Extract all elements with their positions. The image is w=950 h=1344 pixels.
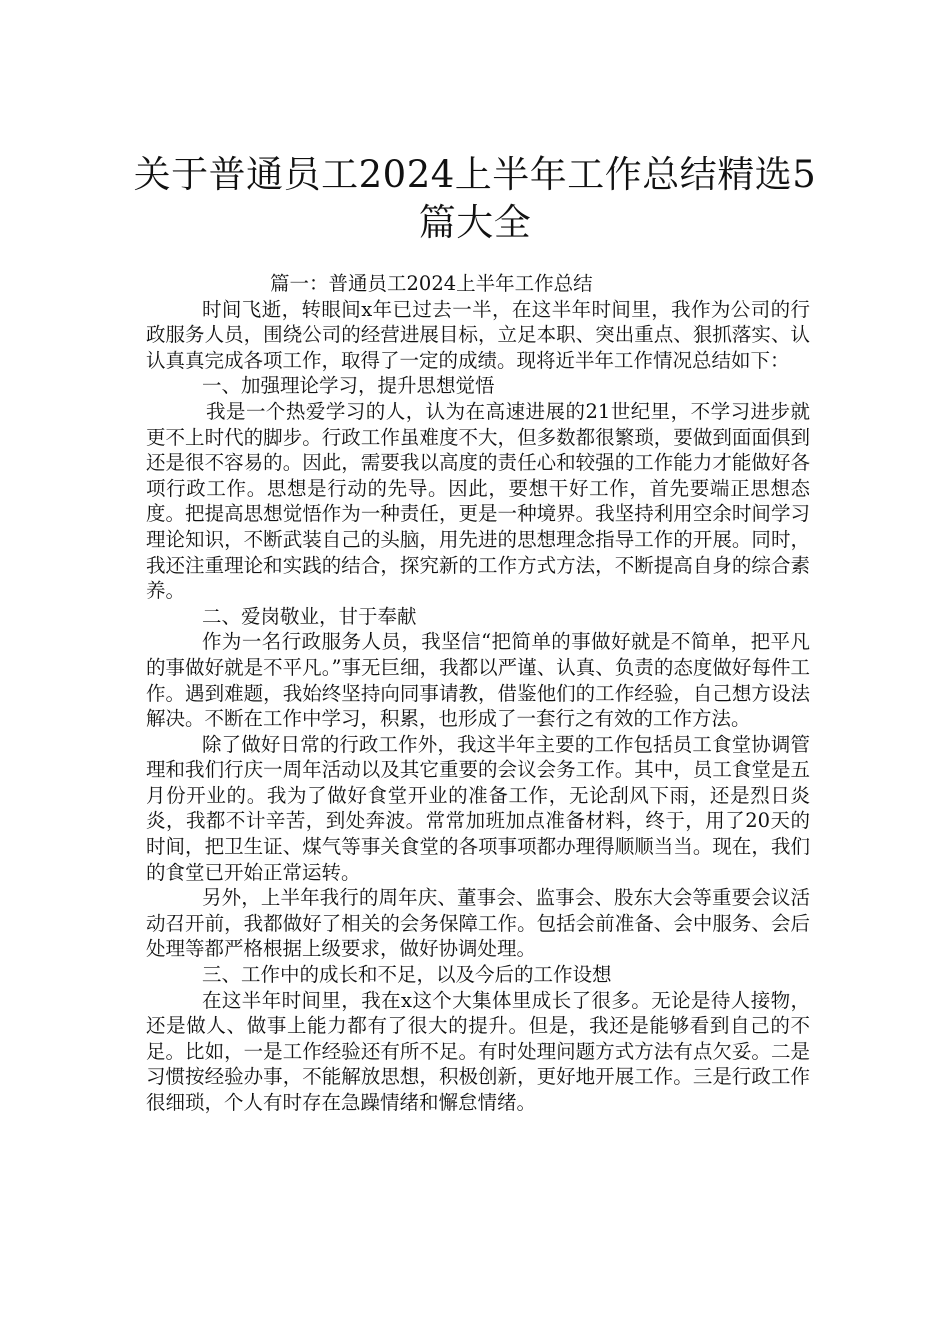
section-heading-2: 二、爱岗敬业，甘于奉献 xyxy=(202,604,417,628)
intro-paragraph: 时间飞逝，转眼间x年已过去一半，在这半年时间里，我作为公司的行政服务人员，围绕公司的经营进展目标，立足本职、突出重点、狠抓落实、认认真真完成各项工作，取得了一定的成绩。现将近半年工作情况总结如下： xyxy=(146,297,810,372)
section-heading-3: 三、工作中的成长和不足，以及今后的工作设想 xyxy=(202,963,612,987)
section-heading-1: 一、加强理论学习，提升思想觉悟 xyxy=(202,374,495,398)
document-title: 关于普通员工2024上半年工作总结精选5篇大全 xyxy=(133,152,817,244)
article-title: 篇一：普通员工2024上半年工作总结 xyxy=(270,272,593,295)
document-body xyxy=(146,271,810,1116)
section-3-paragraph: 在这半年时间里，我在x这个大集体里成长了很多。无论是待人接物，还是做人、做事上能力都有了很大的提升。但是，我还是能够看到自己的不足。比如，一是工作经验还有所不足。有时处理问题方式方法有点欠妥。二是习惯按经验办事，不能解放思想，积极创新，更好地开展工作。三是行政工作很细琐，个人有时存在急躁情绪和懈怠情绪。 xyxy=(146,988,810,1114)
section-1-paragraph: 我是一个热爱学习的人，认为在高速进展的21世纪里，不学习进步就更不上时代的脚步。行政工作虽难度不大，但多数都很繁琐，要做到面面俱到还是很不容易的。因此，需要我以高度的责任心和较强的工作能力才能做好各项行政工作。思想是行动的先导。因此，要想干好工作，首先要端正思想态度。把提高思想觉悟作为一种责任，更是一种境界。我坚持利用空余时间学习理论知识，不断武装自己的头脑，用先进的思想理念指导工作的开展。同时，我还注重理论和实践的结合，探究新的工作方式方法，不断提高自身的综合素养。 xyxy=(146,399,810,603)
section-2-paragraph-3: 另外，上半年我行的周年庆、董事会、监事会、股东大会等重要会议活动召开前，我都做好了相关的会务保障工作。包括会前准备、会中服务、会后处理等都严格根据上级要求，做好协调处理。 xyxy=(146,886,810,961)
section-2-paragraph-2: 除了做好日常的行政工作外，我这半年主要的工作包括员工食堂协调管理和我们行庆一周年活动以及其它重要的会议会务工作。其中，员工食堂是五月份开业的。我为了做好食堂开业的准备工作，无论刮风下雨，还是烈日炎炎，我都不计辛苦，到处奔波。常常加班加点准备材料，终于，用了20天的时间，把卫生证、煤气等事关食堂的各项事项都办理得顺顺当当。现在，我们的食堂已开始正常运转。 xyxy=(146,732,810,884)
section-2-paragraph-1: 作为一名行政服务人员，我坚信“把简单的事做好就是不简单，把平凡的事做好就是不平凡。”事无巨细，我都以严谨、认真、负责的态度做好每件工作。遇到难题，我始终坚持向同事请教，借鉴他们的工作经验，自己想方设法解决。不断在工作中学习，积累，也形成了一套行之有效的工作方法。 xyxy=(146,630,810,731)
